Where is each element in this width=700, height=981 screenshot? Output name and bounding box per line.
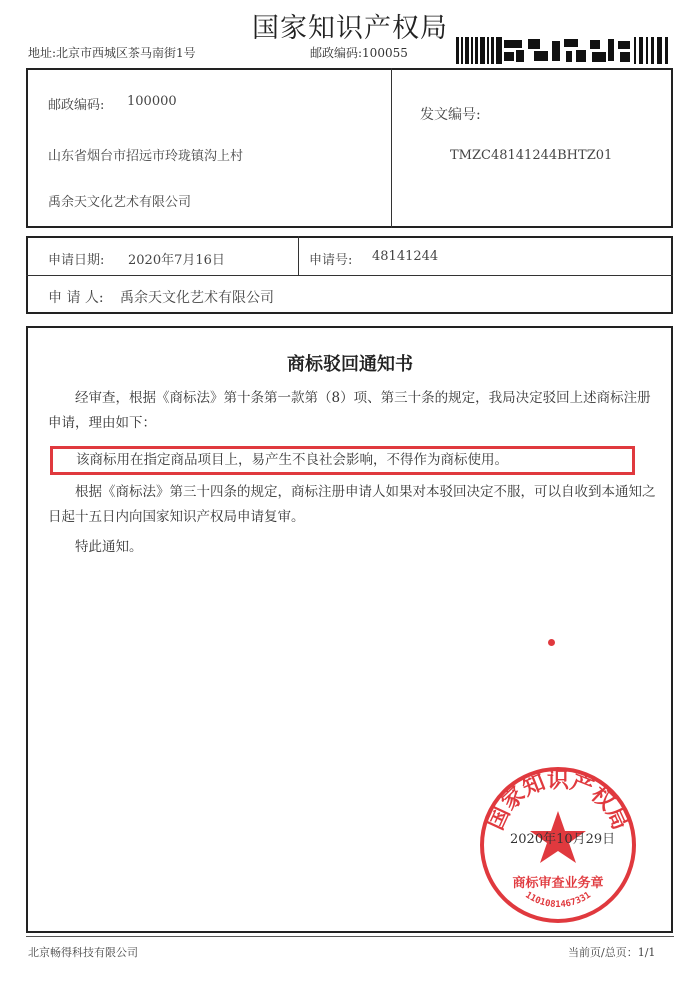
- office-address: 地址:北京市西城区茶马南街1号: [28, 46, 196, 60]
- notice-title: 商标驳回通知书: [287, 354, 413, 375]
- seal-serial: 1101081467331: [523, 890, 593, 911]
- notice-paragraph-1: 经审查，根据《商标法》第十条第一款第（8）项、第三十条的规定，我局决定驳回上述商标注册申请，理由如下：: [48, 390, 651, 431]
- recipient-postal-label: 邮政编码:: [48, 98, 105, 113]
- red-dot-mark: [548, 639, 555, 646]
- seal-inner-text: 商标审查业务章: [512, 876, 604, 891]
- barcode: [456, 37, 670, 64]
- application-date: 2020年7月16日: [128, 253, 225, 268]
- footer-page-count: 当前页/总页：1/1: [568, 946, 656, 959]
- notice-date: 2020年10月29日: [510, 832, 616, 847]
- footer-divider: [26, 936, 674, 937]
- application-row-divider: [26, 275, 673, 276]
- notice-paragraph-2: 根据《商标法》第三十四条的规定，商标注册申请人如果对本驳回决定不服，可以自收到本通知之日起十五日内向国家知识产权局申请复审。: [48, 484, 656, 525]
- doc-number: TMZC48141244BHTZ01: [450, 148, 613, 163]
- applicant-name: 禹余天文化艺术有限公司: [120, 290, 274, 306]
- office-title: 国家知识产权局: [252, 13, 448, 44]
- doc-number-label: 发文编号:: [420, 107, 481, 123]
- svg-text:1101081467331: [523, 890, 593, 910]
- seal-ring-text: 国家知识产权局: [483, 768, 633, 834]
- applicant-label: 申 请 人:: [48, 290, 104, 306]
- recipient-postal-code: 100000: [127, 94, 177, 109]
- application-number-label: 申请号:: [309, 253, 353, 268]
- notice-reason: 该商标用在指定商品项目上，易产生不良社会影响，不得作为商标使用。: [76, 452, 508, 468]
- recipient-address: 山东省烟台市招远市玲珑镇沟上村: [48, 149, 244, 164]
- recipient-divider: [391, 68, 392, 228]
- application-col-divider: [298, 236, 299, 275]
- application-date-label: 申请日期:: [48, 253, 105, 268]
- office-postal-code: 邮政编码:100055: [310, 46, 408, 60]
- recipient-company: 禹余天文化艺术有限公司: [48, 195, 192, 210]
- application-number: 48141244: [372, 249, 439, 264]
- footer-company: 北京畅得科技有限公司: [28, 946, 138, 959]
- notice-closing: 特此通知。: [75, 539, 143, 555]
